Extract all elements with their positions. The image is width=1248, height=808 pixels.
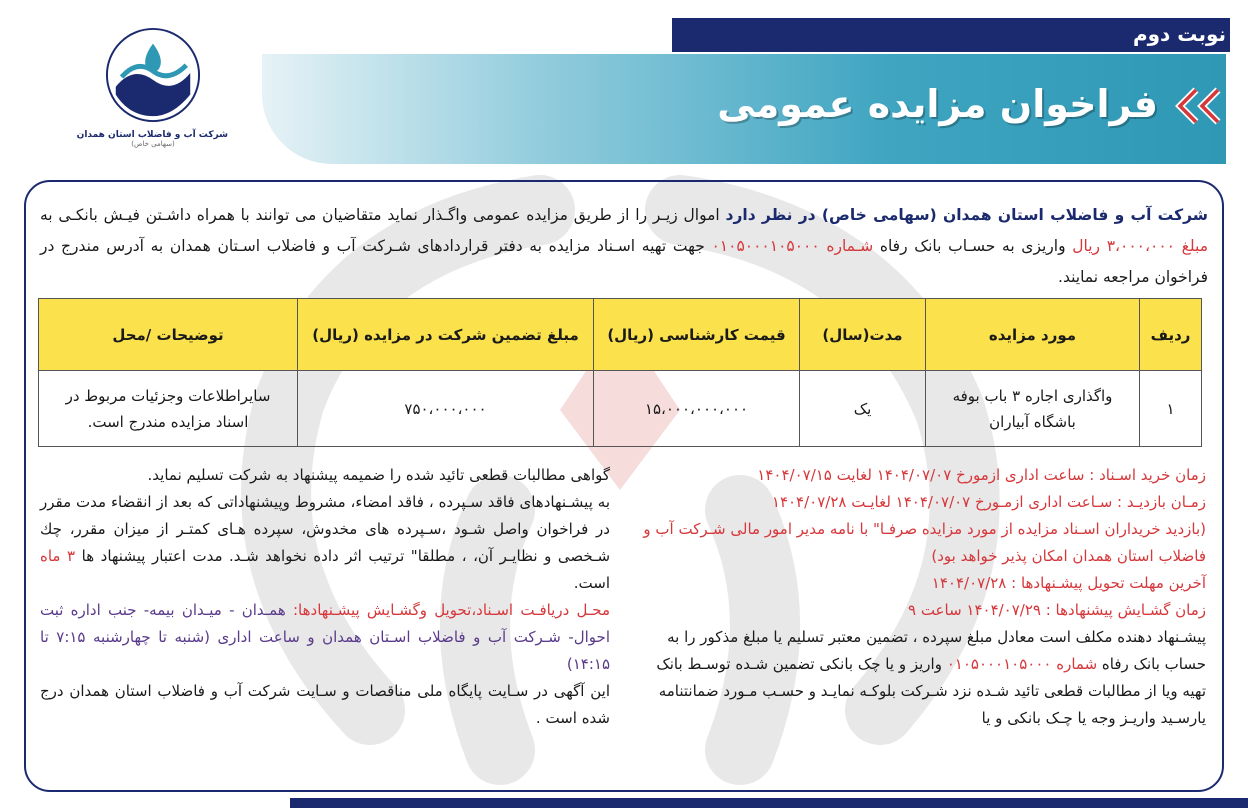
col-header-description: توضیحات /محل (39, 299, 298, 371)
bottom-bar (290, 798, 1248, 808)
rejection-text: به پیشـنهادهای فاقد سـپرده ، فاقد امضاء، مشروط وپیشنهاداتی که بعد از انقضاء مدت مقرر در فراخوان واصل شـود ،سـپرده های مخدوش، سپرده هـای کمتـر از میزان مقرر، چك شـخصی و نظایـر آن، ، مطلقا" ترتیب اثر داده نخواهد شـد. مدت اعتبار پیشنهاد ها (40, 493, 611, 565)
col-header-expert-price: قیمت کارشناسی (ریال) (594, 299, 800, 371)
intro-text-1: اموال زیـر را از طریق مزایده عمومی واگـذار نماید متقاضیان می توانند با همراه داشـتن فیـش بانکـی به (40, 206, 726, 224)
col-header-item: مورد مزایده (926, 299, 1140, 371)
guarantee-text-b: واریز و یا چک بانکی تضمین شـده توسـط بانک تهیه ویا از مطالبات قطعی تائید شـده نزد شـرکت بلوکـه نمایـد و حسـب مـورد ضمانتنامه یارسـید واریـز وجه یا چـک بانکی و یا (656, 655, 1206, 727)
intro-paragraph (40, 200, 1208, 293)
conditions-column (40, 462, 610, 732)
visit-note: (بازدید خریداران اسـناد مزایده از مورد مزایده صرفـا" با نامه مدیر امور مالی شـرکت آب و فاضلاب استان همدان امکان پذیر خواهد بود) (643, 520, 1206, 565)
table-row (39, 371, 1202, 447)
logo-note: (سهامی خاص) (131, 140, 175, 148)
rejection-text-end: است. (573, 574, 610, 592)
certificate-note: گواهی مطالبات قطعی تائید شده را ضمیمه پیشنهاد به شرکت تسلیم نماید. (147, 466, 610, 484)
intro-account: شـماره ۰۱۰۵۰۰۰۱۰۵۰۰۰ (711, 237, 874, 255)
water-drop-logo-icon (104, 26, 202, 124)
validity-months: ۳ ماه (40, 547, 76, 565)
intro-text-2: واریزی به حسـاب بانک رفاه (873, 237, 1073, 255)
guarantee-account: شماره ۰۱۰۵۰۰۰۱۰۵۰۰۰ (946, 655, 1098, 673)
intro-company: شرکت آب و فاضلاب استان همدان (سهامی خاص) در نظر دارد (725, 206, 1208, 224)
place-label: محـل دریافـت اسـناد،تحویل وگشـایش پیشـنهادها: (285, 601, 610, 619)
cell-row-number: ۱ (1140, 371, 1202, 447)
cell-item: واگذاری اجاره ۳ باب بوفه باشگاه آبیاران (926, 371, 1140, 447)
auction-table (38, 298, 1202, 447)
intro-amount: مبلغ ۳،۰۰۰،۰۰۰ ریال (1072, 237, 1209, 255)
purchase-time: زمان خرید اسـناد : ساعت اداری ازمورخ ۱۴۰۴/۰۷/۰۷ لغایت ۱۴۰۴/۰۷/۱۵ (757, 466, 1206, 484)
page-title: فراخوان مزایده عمومی (717, 82, 1158, 126)
guarantee-paragraph (634, 624, 1206, 732)
cell-duration: یک (800, 371, 926, 447)
logo-company-name: شرکت آب و فاضلاب استان همدان (76, 130, 228, 140)
col-header-duration: مدت(سال) (800, 299, 926, 371)
col-header-row-number: ردیف (1140, 299, 1202, 371)
submission-deadline: آخرین مهلت تحویل پیشـنهادها : ۱۴۰۴/۰۷/۲۸ (931, 574, 1206, 592)
rejection-note (40, 489, 610, 597)
guarantee-text-a: پیشـنهاد دهنده مکلف است معادل مبلغ سپرده ، تضمین معتبر تسلیم یا مبلغ مذکور را به حساب بانک رفاه (667, 628, 1206, 673)
ad-note: این آگهی در سـایت پایگاه ملی مناقصات و سـایت شرکت آب و فاضلاب استان همدان درج شده است . (40, 682, 610, 727)
place-paragraph (40, 597, 610, 678)
place-text: همـدان - میـدان بیمه- جنب اداره ثبت احوال- شـرکت آب و فاضلاب اسـتان همدان و ساعت اداری (شنبه تا چهارشنبه ۷:۱۵ تا ۱۴:۱۵) (40, 601, 610, 673)
cell-guarantee: ۷۵۰،۰۰۰،۰۰۰ (298, 371, 594, 447)
visit-time: زمـان بازدیـد : سـاعت اداری ازمـورخ ۱۴۰۴/۰۷/۰۷ لغایـت ۱۴۰۴/۰۷/۲۸ (771, 493, 1206, 511)
intro-text-3: جهت تهیه اسـناد مزایده به دفتر قراردادهای شـرکت آب و فاضلاب اسـتان همدان به آدرس مندرج در فراخوان مراجعه نمایند. (40, 237, 1208, 286)
col-header-guarantee: مبلغ تضمین شرکت در مزایده (ریال) (298, 299, 594, 371)
cell-description: سایراطلاعات وجزئیات مربوط در اسناد مزایده مندرج است. (39, 371, 298, 447)
round-badge: نوبت دوم (1132, 22, 1226, 46)
table-header-row (39, 299, 1202, 371)
opening-time: زمان گشـایش پیشنهادها : ۱۴۰۴/۰۷/۲۹ ساعت ۹ (907, 601, 1206, 619)
schedule-column (634, 462, 1206, 732)
double-chevron-icon (1166, 86, 1228, 126)
cell-expert-price: ۱۵،۰۰۰،۰۰۰،۰۰۰ (594, 371, 800, 447)
company-logo (78, 26, 228, 156)
